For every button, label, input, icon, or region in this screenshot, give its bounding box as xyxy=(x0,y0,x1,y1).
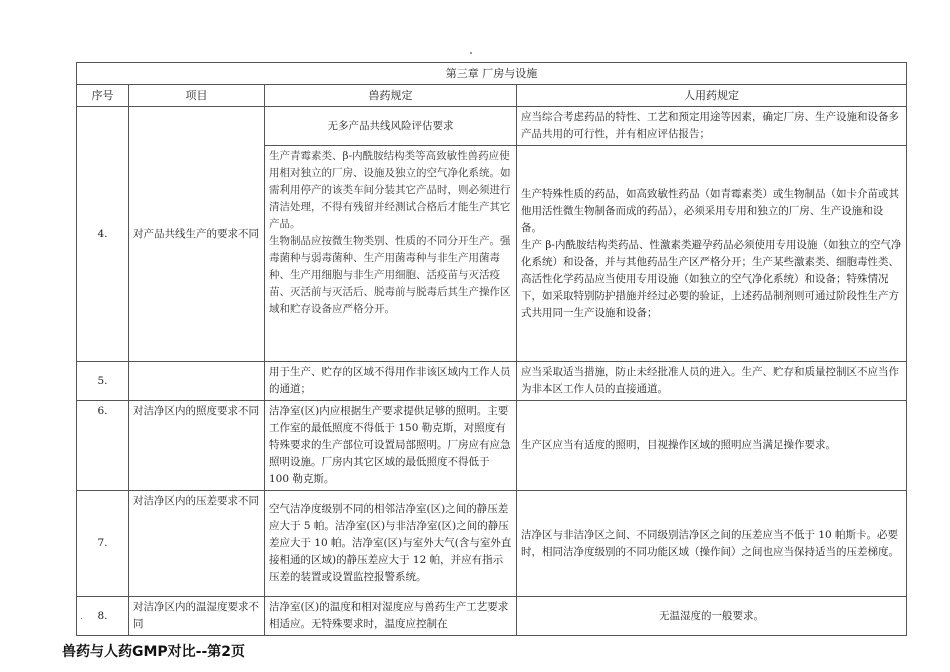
header-item: 项目 xyxy=(129,85,265,107)
table-row xyxy=(77,362,907,401)
human-paragraph: 生产 β-内酰胺结构类药品、性激素类避孕药品必须使用专用设施（如独立的空气净化系统）和设备，并与其他药品生产区严格分开；生产某些激素类、细胞毒性类、高活性化学药品应当使用专用设施（如独立的空气净化系统）和设备；特殊情况下，如采取特别防护措施并经过必要的验证，上述药品制剂则可通过阶段性生产方式共用同一生产设施和设备； xyxy=(521,238,902,319)
header-human: 人用药规定 xyxy=(517,85,907,107)
human-rule: 生产区应当有适度的照明，目视操作区域的照明应当满足操作要求。 xyxy=(517,401,907,491)
table-row xyxy=(77,107,907,146)
human-rule xyxy=(517,146,907,362)
row-item: 对产品共线生产的要求不同 xyxy=(129,107,265,362)
table-row xyxy=(77,401,907,491)
human-rule: 洁净区与非洁净区之间、不同级别洁净区之间的压差应当不低于 10 帕斯卡。必要时，相同洁净度级别的不同功能区域（操作间）之间也应当保持适当的压差梯度。 xyxy=(517,491,907,597)
vet-rule: 无多产品共线风险评估要求 xyxy=(265,107,517,146)
vet-rule: 洁净室(区)的温度和相对湿度应与兽药生产工艺要求相适应。无特殊要求时，温度应控制在 xyxy=(265,597,517,636)
human-rule: 应当综合考虑药品的特性、工艺和预定用途等因素，确定厂房、生产设施和设备多产品共用的可行性，并有相应评估报告； xyxy=(517,107,907,146)
human-rule: 无温湿度的一般要求。 xyxy=(517,597,907,636)
row-number: 8. xyxy=(77,597,129,636)
vet-paragraph: 生产青霉素类、β-内酰胺结构类等高致敏性兽药应使用相对独立的厂房、设施及独立的空气净化系统。如需利用停产的该类车间分装其它产品时，则必须进行清洁处理，不得有残留并经测试合格后才能生产其它产品。 xyxy=(269,150,511,230)
row-number: 5. xyxy=(77,362,129,401)
human-paragraph: 生产特殊性质的药品，如高致敏性药品（如青霉素类）或生物制品（如卡介苗或其他用活性微生物制备而成的药品），必须采用专用和独立的厂房、生产设施和设备。 xyxy=(521,187,899,234)
row-item: 对洁净区内的压差要求不同 xyxy=(129,491,265,597)
bottom-mark: . xyxy=(80,612,83,622)
row-number: 7. xyxy=(77,491,129,597)
row-item: 对洁净区内的温湿度要求不同 xyxy=(129,597,265,636)
row-number: 6. xyxy=(77,401,129,491)
chapter-row xyxy=(77,63,907,85)
header-no: 序号 xyxy=(77,85,129,107)
row-item: 对洁净区内的照度要求不同 xyxy=(129,401,265,491)
human-rule: 应当采取适当措施，防止未经批准人员的进入。生产、贮存和质量控制区不应当作为非本区工作人员的直接通道。 xyxy=(517,362,907,401)
vet-rule xyxy=(265,146,517,362)
header-vet: 兽药规定 xyxy=(265,85,517,107)
vet-rule: 洁净室(区)内应根据生产要求提供足够的照明。主要工作室的最低照度不得低于 150 勒克斯，对照度有特殊要求的生产部位可设置局部照明。厂房应有应急照明设施。厂房内其它区域的最低照度不得低于 100 勒克斯。 xyxy=(265,401,517,491)
vet-paragraph: 生物制品应按微生物类别、性质的不同分开生产。强毒菌种与弱毒菌种、生产用菌毒种与非生产用菌毒种、生产用细胞与非生产用细胞、活疫苗与灭活疫苗、灭活前与灭活后、脱毒前与脱毒后其生产操作区域和贮存设备应严格分开。 xyxy=(269,235,511,315)
comparison-table xyxy=(76,62,907,636)
vet-rule: 用于生产、贮存的区域不得用作非该区域内工作人员的通道； xyxy=(265,362,517,401)
row-number: 4. xyxy=(77,107,129,362)
header-row xyxy=(77,85,907,107)
table-row xyxy=(77,491,907,597)
chapter-title: 第三章 厂房与设施 xyxy=(77,63,907,85)
row-item xyxy=(129,362,265,401)
vet-rule: 空气洁净度级别不同的相邻洁净室(区)之间的静压差应大于 5 帕。洁净室(区)与非洁净室(区)之间的静压差应大于 10 帕。洁净室(区)与室外大气(含与室外直接相通的区域)的静压差应大于 12 帕，并应有指示压差的装置或设置监控报警系统。 xyxy=(265,491,517,597)
page-mark xyxy=(470,52,472,54)
table-row xyxy=(77,597,907,636)
page-footer: 兽药与人药GMP对比--第2页 xyxy=(62,644,246,660)
